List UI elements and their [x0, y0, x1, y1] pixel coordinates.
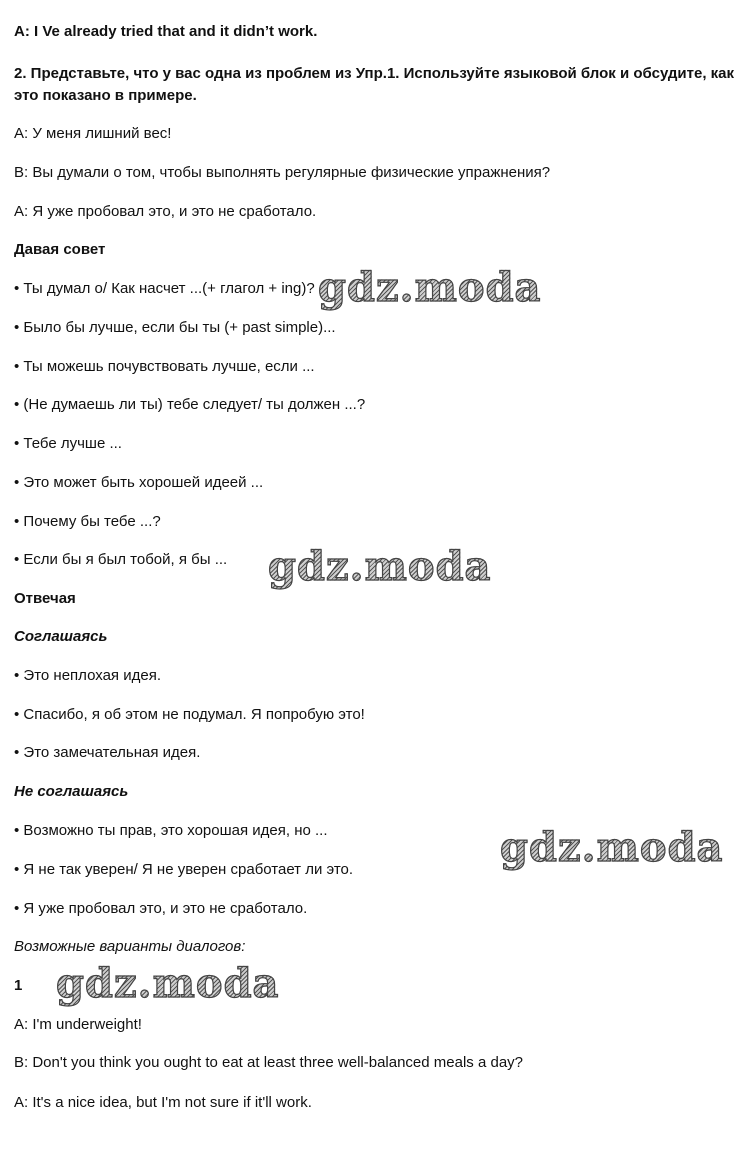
- task-line-2: это показано в примере.: [14, 87, 197, 104]
- agreeing-heading: Соглашаясь: [14, 628, 108, 645]
- advice-item: • Было бы лучше, если бы ты (+ past simple)...: [14, 319, 336, 336]
- example-line-b1: B: Вы думали о том, чтобы выполнять регулярные физические упражнения?: [14, 164, 551, 181]
- agree-item: • Это замечательная идея.: [14, 744, 201, 761]
- disagreeing-heading: Не соглашаясь: [14, 783, 129, 800]
- watermark: gdz.moda: [268, 543, 492, 590]
- advice-item: • Ты можешь почувствовать лучше, если ...: [14, 358, 315, 375]
- watermark: gdz.moda: [56, 960, 280, 1007]
- advice-item: • Почему бы тебе ...?: [14, 513, 161, 530]
- advice-item: • Тебе лучше ...: [14, 435, 122, 452]
- advice-item: • Это может быть хорошей идеей ...: [14, 474, 264, 491]
- task-line-1: 2. Представьте, что у вас одна из проблем из Упр.1. Используйте языковой блок и обсудите, как: [14, 65, 735, 82]
- disagree-item: • Я не так уверен/ Я не уверен сработает ли это.: [14, 861, 354, 878]
- example-line-a2: A: Я уже пробовал это, и это не сработало.: [14, 203, 317, 220]
- dialogue-number: 1: [14, 977, 23, 994]
- responding-heading: Отвечая: [14, 590, 76, 607]
- watermark: gdz.moda: [318, 264, 542, 311]
- disagree-item: • Я уже пробовал это, и это не сработало.: [14, 900, 308, 917]
- watermark: gdz.moda: [500, 824, 724, 871]
- dialogues-heading: Возможные варианты диалогов:: [14, 938, 246, 955]
- dialogue-line: A: I'm underweight!: [14, 1016, 142, 1033]
- dialogue-line: B: Don't you think you ought to eat at least three well-balanced meals a day?: [14, 1054, 524, 1071]
- advice-item: • (Не думаешь ли ты) тебе следует/ ты должен ...?: [14, 396, 366, 413]
- giving-advice-heading: Давая совет: [14, 241, 106, 258]
- intro-line: A: I Ve already tried that and it didn’t work.: [14, 23, 318, 40]
- advice-item: • Ты думал о/ Как насчет ...(+ глагол + ing)?: [14, 280, 315, 297]
- agree-item: • Спасибо, я об этом не подумал. Я попробую это!: [14, 706, 365, 723]
- example-line-a1: A: У меня лишний вес!: [14, 125, 172, 142]
- dialogue-line: A: It's a nice idea, but I'm not sure if it'll work.: [14, 1094, 312, 1111]
- disagree-item: • Возможно ты прав, это хорошая идея, но ...: [14, 822, 328, 839]
- advice-item: • Если бы я был тобой, я бы ...: [14, 551, 228, 568]
- agree-item: • Это неплохая идея.: [14, 667, 161, 684]
